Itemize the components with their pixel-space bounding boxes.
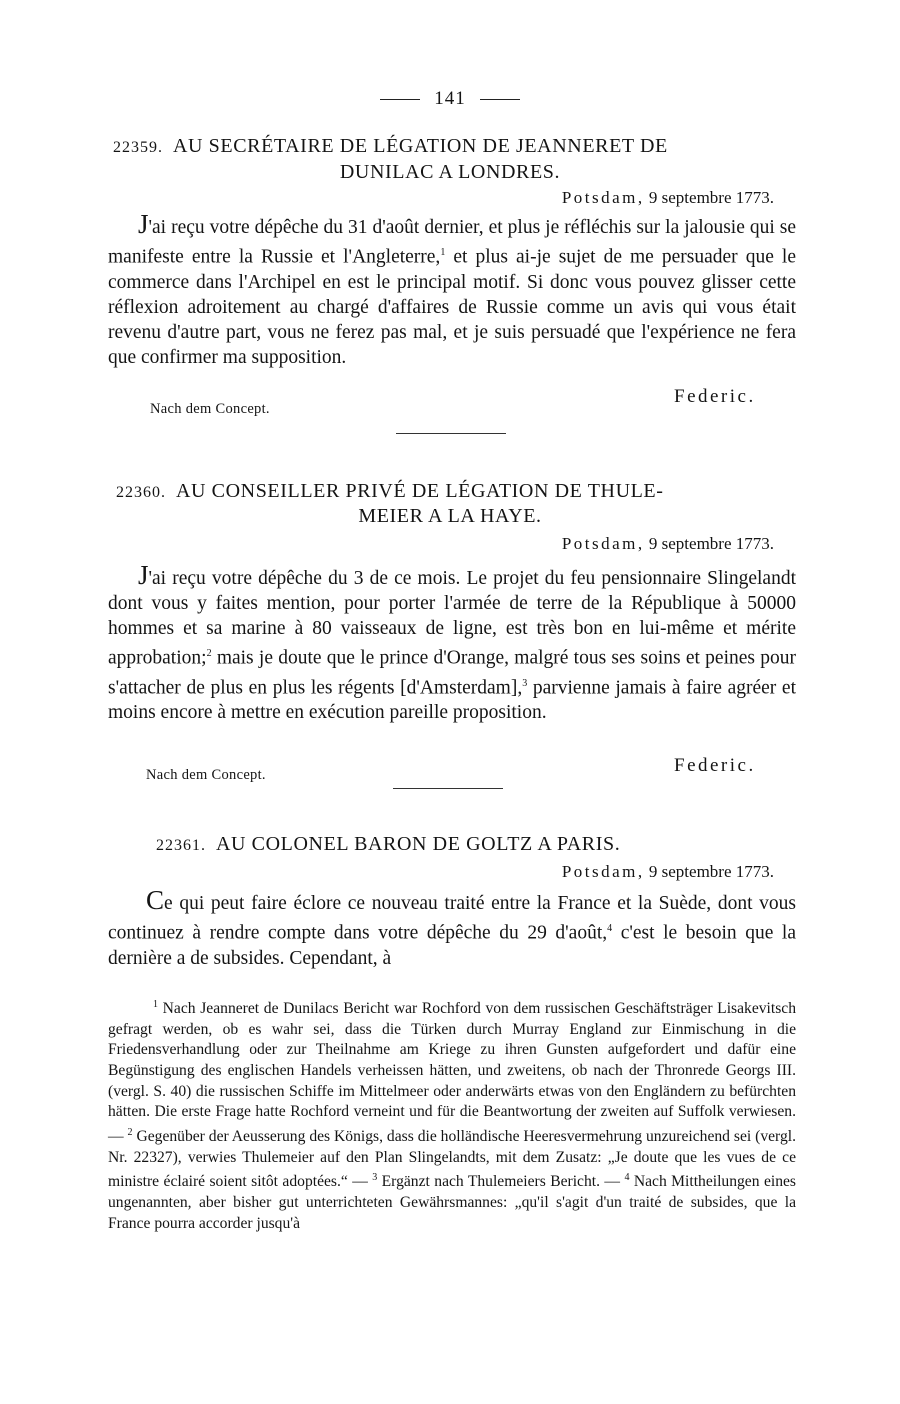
separator-rule [393,788,503,789]
dateline-22361 [562,862,774,882]
letter-heading-line1: AU COLONEL BARON DE GOLTZ A PARIS. [216,833,621,855]
letter-heading-22360 [116,478,664,506]
letter-number: 22360. [116,484,166,501]
signature-22359: Federic. [674,386,756,407]
footnote-ref: 3 [522,677,528,689]
letter-heading-line1: AU CONSEILLER PRIVÉ DE LÉGATION DE THULE- [176,480,664,502]
dateline-date: 9 septembre 1773. [648,188,774,207]
page-number-text: 141 [434,88,466,109]
dropcap: J [138,560,149,590]
body-part-a: 'ai reçu votre dépêche du 3 de ce mois. Le projet du feu pensionnaire Slingelandt dont vous y faites mention, pour porter l'armée de terre de la République à 50000 hommes et sa marine à 80 vaisseaux de ligne, est très bon en lui-même et mérite approbation; [108,568,796,669]
page-number-dash-right [480,99,520,100]
dateline-date: 9 septembre 1773. [648,862,774,881]
page-number [0,88,900,110]
letter-body-22360 [108,560,796,725]
dateline-date: 9 septembre 1773. [648,534,774,553]
page-number-dash-left [380,99,420,100]
letter-number: 22361. [156,837,206,854]
footnote-mark: 3 [372,1172,378,1184]
dateline-22360 [562,534,774,554]
footnote-3: Ergänzt nach Thulemeiers Bericht. — [377,1173,625,1191]
dateline-place: Potsdam, [561,862,645,881]
body-part-b: et plus ai-je sujet de me persuader que le commerce dans l'Archipel en est le principal motif. Si donc vous pouvez glisser cette réflexion adroitement au chargé d'affaires de Russie comme un avis qui vous était revenu d'autre part, vous ne ferez pas mal, et je suis persuadé que l'expérience ne fera que confirmer ma supposition. [108,246,796,368]
letter-number: 22359. [113,139,163,156]
footnotes [108,995,796,1234]
dateline-place: Potsdam, [561,188,645,207]
footnote-mark: 1 [153,999,158,1010]
dateline-22359 [562,188,774,208]
footnote-2: Gegenüber der Aeusserung des Königs, dass die holländische Heeresvermehrung unzureichend sei (vergl. Nr. 22327), verwies Thulemeier auf den Plan Slingelandts, mit dem Zusatz: „Je doute que les vues de ce ministre éclairé soient sitôt adoptées.“ — [108,1127,796,1191]
letter-heading-line2: DUNILAC A LONDRES. [339,161,561,183]
body-part-b: c'est le besoin que la dernière a de subsides. Cependant, à [108,922,796,969]
letter-body-22361 [108,885,796,971]
letter-heading-22361 [156,831,620,859]
body-part-c: parvienne jamais à faire agréer et moins encore à mettre en exécution pareille proposition. [108,677,796,723]
footnote-4: Nach Mittheilungen eines ungenannten, aber bisher gut unterrichteten Gewährsmannes: „qu'il s'agit d'un traité de subsides, que la France pourra accorder jusqu'à [108,1173,796,1232]
footnote-1: Nach Jeanneret de Dunilacs Bericht war Rochford von dem russischen Geschäftsträger Lisakevitsch gefragt werden, ob es wahr sei, dass die Türken durch Murray England zur Einmischung in die Friedensverhandlung oder zur Theilnahme am Kriege zu ihren Gunsten aufgefordert und dafür eine Begünstigung des englischen Handels verheissen hätten, und zweitens, ob nach der Thronrede Georgs III. (vergl. S. 40) die russischen Schiffe im Mittelmeer oder anderwärts etwas von den Engländern zu befürchten hätten. Die erste Frage hatte Rochford verneint und für die Beantwortung der zweiten auf Suffolk verwiesen. — [108,1000,796,1145]
body-part-a: 'ai reçu votre dépêche du 31 d'août dernier, et plus je réfléchis sur la jalousie qui se manifeste entre la Russie et l'Angleterre, [108,217,796,268]
footnote-mark: 2 [127,1126,133,1138]
footnote-ref: 2 [206,648,212,659]
footnote-ref: 4 [607,923,613,934]
letter-heading-line1: AU SECRÉTAIRE DE LÉGATION DE JEANNERET DE [173,135,668,157]
dropcap: J [138,209,149,239]
letter-heading-22359 [113,133,668,161]
body-part-b: mais je doute que le prince d'Orange, malgré tous ses soins et peines pour s'attacher de plus en plus les régents [d'Amsterdam], [108,647,796,698]
footnote-ref: 1 [440,247,446,258]
letter-body-22359 [108,209,796,370]
source-note-22360: Nach dem Concept. [146,767,266,783]
source-note-22359: Nach dem Concept. [150,401,270,417]
footnote-mark: 4 [624,1172,630,1184]
dropcap: C [146,885,165,915]
separator-rule [396,433,506,434]
signature-22360: Federic. [674,755,756,776]
letter-heading-line2: MEIER A LA HAYE. [358,505,542,527]
body-part-a: e qui peut faire éclore ce nouveau traité entre la France et la Suède, dont vous continuez à rendre compte dans votre dépêche du 29 d'août, [108,893,796,944]
dateline-place: Potsdam, [561,534,645,553]
